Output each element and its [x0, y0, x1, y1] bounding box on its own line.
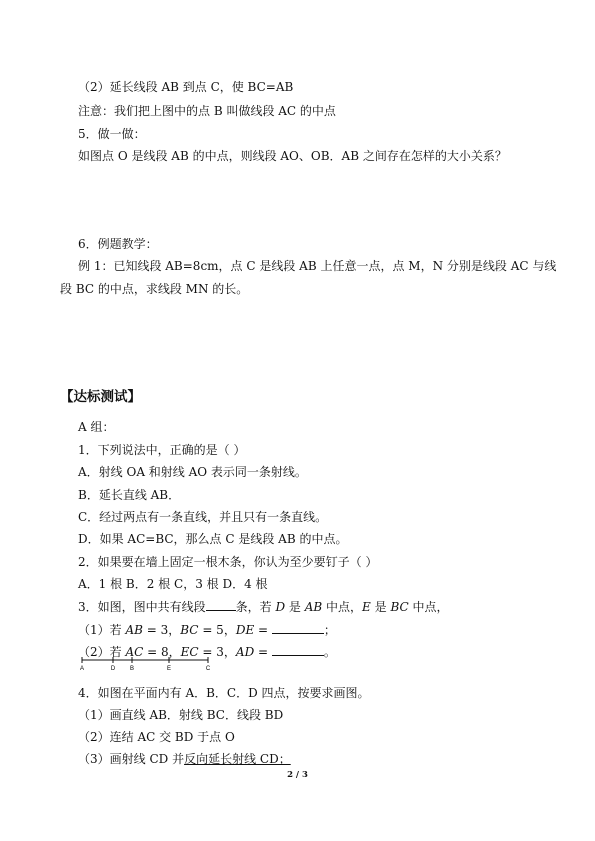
option-d: D．如果 AC=BC，那么点 C 是线段 AB 的中点。 [78, 532, 348, 546]
question-3-part-1: （1）若 AB = 3，BC = 5，DE = ； [78, 623, 336, 637]
question-2: 2．如果要在墙上固定一根木条，你认为至少要钉子（ ） [78, 555, 378, 569]
answer-blank[interactable] [272, 622, 324, 634]
question-4: 4．如图在平面内有 A．B．C．D 四点，按要求画图。 [78, 686, 370, 700]
page-number: 2 / 3 [287, 770, 308, 780]
text-line: 注意：我们把上图中的点 B 叫做线段 AC 的中点 [78, 104, 336, 118]
group-label: A 组： [78, 420, 115, 434]
option-b: B．延长直线 AB． [78, 488, 181, 502]
answer-blank[interactable] [272, 644, 324, 656]
point-label: D [110, 666, 116, 671]
question-4-part-3: （3）画射线 CD 并反向延长射线 CD； [78, 752, 291, 766]
question-2-options: A．1 根 B．2 根 C，3 根 D．4 根 [78, 577, 268, 591]
point-label: E [166, 666, 172, 671]
question-3: 3．如图，图中共有线段 条，若 D 是 AB 中点，E 是 BC 中点， [78, 600, 449, 614]
question-4-part-1: （1）画直线 AB．射线 BC．线段 BD [78, 708, 284, 722]
text-line: 5．做一做： [78, 127, 146, 141]
text-line: 例 1：已知线段 AB=8cm，点 C 是线段 AB 上任意一点，点 M，N 分别是线段 AC 与线 [78, 259, 557, 273]
segment-figure [80, 657, 220, 671]
point-label: A [80, 666, 85, 671]
answer-blank[interactable] [206, 599, 236, 611]
question-3-part-2: （2）若 AC = 8，EC = 3，AD = 。 [78, 645, 336, 659]
option-a: A．射线 OA 和射线 AO 表示同一条射线。 [78, 465, 307, 479]
question-4-part-2: （2）连结 AC 交 BD 于点 O [78, 730, 235, 744]
point-label: B [129, 666, 135, 671]
text-line: 段 BC 的中点，求线段 MN 的长。 [60, 282, 249, 296]
text-line: 6．例题教学： [78, 237, 158, 251]
section-title: 【达标测试】 [60, 389, 141, 405]
option-c: C．经过两点有一条直线，并且只有一条直线。 [78, 510, 328, 524]
question-1: 1．下列说法中，正确的是（ ） [78, 443, 246, 457]
text-line: （2）延长线段 AB 到点 C，使 BC=AB [78, 80, 294, 94]
text-line: 如图点 O 是线段 AB 的中点，则线段 AO、OB．AB 之间存在怎样的大小关系？ [78, 149, 507, 163]
point-label: C [205, 666, 211, 671]
